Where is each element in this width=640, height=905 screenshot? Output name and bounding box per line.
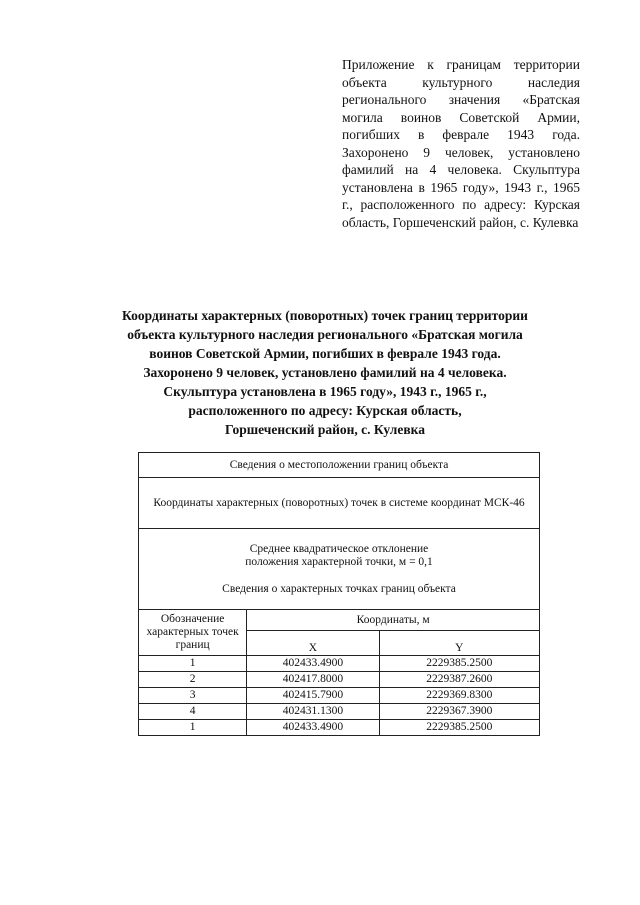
points-info: Сведения о характерных точках границ объекта (222, 582, 456, 595)
x-value: 402431.1300 (247, 704, 379, 720)
point-label: 1 (139, 720, 247, 736)
spacer (143, 569, 535, 583)
point-label: 4 (139, 704, 247, 720)
y-value: 2229369.8300 (379, 688, 539, 704)
table-header: Сведения о местоположении границ объекта (139, 453, 540, 478)
coordinate-system: Координаты характерных (поворотных) точек в системе координат МСК-46 (139, 478, 540, 529)
x-value: 402417.8000 (247, 672, 379, 688)
y-value: 2229367.3900 (379, 704, 539, 720)
document-title (100, 306, 550, 439)
title-line: Координаты характерных (поворотных) точек границ территории (122, 308, 528, 323)
y-value: 2229385.2500 (379, 656, 539, 672)
y-value: 2229385.2500 (379, 720, 539, 736)
column-header-y: Y (379, 631, 539, 656)
title-line: Горшеченский район, с. Кулевка (225, 422, 425, 437)
point-label: 1 (139, 656, 247, 672)
column-header-x: X (247, 631, 379, 656)
table-row (139, 672, 540, 688)
title-line: Захоронено 9 человек, установлено фамилий на 4 человека. (143, 365, 507, 380)
title-line: воинов Советской Армии, погибших в феврале 1943 года. (149, 346, 501, 361)
column-header-symbol: Обозначение характерных точек границ (139, 610, 247, 656)
rmse-line-1: Среднее квадратическое отклонение (249, 542, 429, 555)
x-value: 402433.4900 (247, 656, 379, 672)
coordinate-system-row (139, 478, 540, 529)
column-header-row (139, 610, 540, 631)
x-value: 402433.4900 (247, 720, 379, 736)
table-row (139, 704, 540, 720)
rmse-line-2: положения характерной точки, м = 0,1 (245, 555, 433, 568)
title-line: расположенного по адресу: Курская область, (188, 403, 462, 418)
x-value: 402415.7900 (247, 688, 379, 704)
table-row (139, 688, 540, 704)
accuracy-row (139, 529, 540, 610)
table-row (139, 656, 540, 672)
appendix-text: Приложение к границам территории объекта культурного наследия регионального значения «Братская могила воинов Советской Армии, погибших в феврале 1943 года. Захоронено 9 человек, установлено фамилий на 4 человека. Скульптура установлена в 1965 году», 1943 г., 1965 г., расположенного по адресу: Курская область, Горшеченский район, с. Кулевка (342, 57, 580, 230)
column-header-coords: Координаты, м (247, 610, 540, 631)
coordinates-table (138, 452, 540, 736)
appendix-note (342, 56, 580, 231)
point-label: 3 (139, 688, 247, 704)
title-line: объекта культурного наследия регионального «Братская могила (127, 327, 523, 342)
table-row (139, 720, 540, 736)
y-value: 2229387.2600 (379, 672, 539, 688)
accuracy-cell (139, 529, 540, 610)
table-header-row (139, 453, 540, 478)
title-line: Скульптура установлена в 1965 году», 1943 г., 1965 г., (163, 384, 487, 399)
point-label: 2 (139, 672, 247, 688)
